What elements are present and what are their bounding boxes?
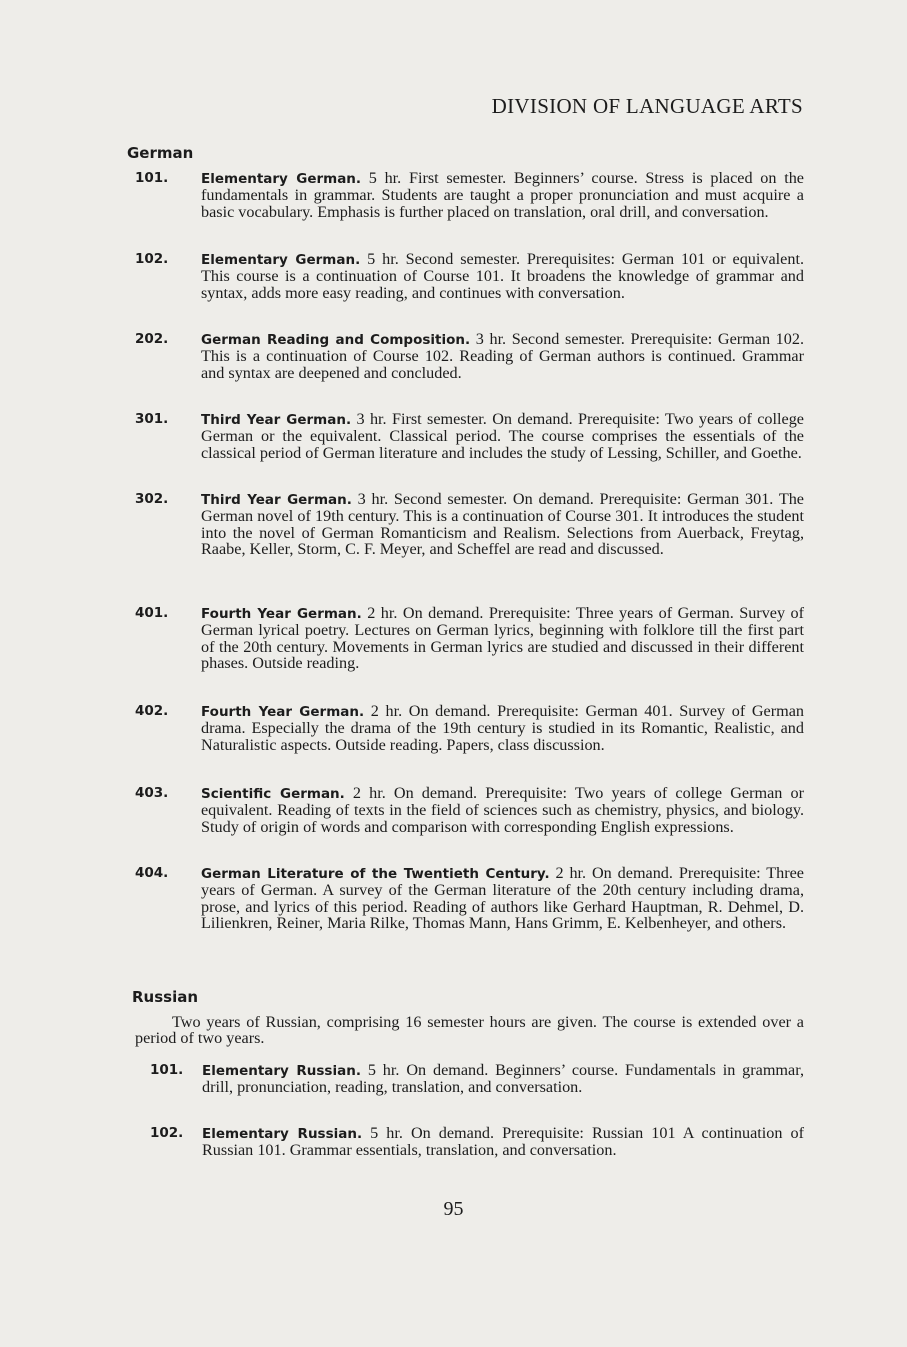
course-description: 3 hr. First semester. On demand. Prerequisite: Two years of college German or the equivalent. Classical period. The course comprises the essentials of the classical period of German literature and includes the study of Lessing, Schiller, and Goethe. xyxy=(201,410,804,462)
course-number: 101. xyxy=(150,1062,184,1078)
course-german-302 xyxy=(135,491,804,558)
course-russian-102 xyxy=(150,1125,804,1159)
course-number: 101. xyxy=(135,170,169,186)
course-number: 202. xyxy=(135,331,169,347)
course-description: 5 hr. Second semester. Prerequisites: German 101 or equivalent. This course is a continuation of Course 101. It broadens the knowledge of grammar and syntax, adds more easy reading, and continues with conversation. xyxy=(201,250,805,302)
course-title: Elementary Russian. xyxy=(202,1063,361,1079)
course-description: 2 hr. On demand. Prerequisite: German 401. Survey of German drama. Especially the drama of the 19th century is studied in its Romantic, Realistic, and Naturalistic aspects. Outside reading. Papers, class discussion. xyxy=(201,702,805,754)
course-number: 401. xyxy=(135,605,169,621)
course-title: Fourth Year German. xyxy=(201,704,365,720)
course-title: Scientific German. xyxy=(201,786,345,802)
russian-intro-paragraph: Two years of Russian, comprising 16 semester hours are given. The course is extended over a period of two years. xyxy=(135,1013,804,1048)
course-title: Elementary German. xyxy=(201,171,362,187)
course-number: 302. xyxy=(135,491,169,507)
course-german-401 xyxy=(135,605,804,672)
course-number: 403. xyxy=(135,785,169,801)
course-description: 2 hr. On demand. Prerequisite: Three years of German. A survey of the German literature of the 20th century including drama, prose, and lyrics of this period. Reading of authors like Gerhard Hauptman, R. Dehmel, D. Lilienkren, Reiner, Maria Rilke, Thomas Mann, Hans Grimm, E. Kelbenheyer, and others. xyxy=(201,864,804,933)
course-german-202 xyxy=(135,331,804,381)
page-number: 95 xyxy=(443,1198,464,1220)
course-german-403 xyxy=(135,785,804,835)
course-description: 3 hr. Second semester. Prerequisite: German 102. This is a continuation of Course 102. Reading of German authors is continued. Grammar and syntax are deepened and concluded. xyxy=(201,330,804,382)
course-german-102 xyxy=(135,251,804,301)
course-title: Fourth Year German. xyxy=(201,606,362,622)
course-title: German Reading and Composition. xyxy=(201,332,471,348)
course-title: German Literature of the Twentieth Century. xyxy=(201,866,550,882)
course-number: 402. xyxy=(135,703,169,719)
course-description: 5 hr. On demand. Beginners’ course. Fundamentals in grammar, drill, pronunciation, reading, translation, and conversation. xyxy=(202,1061,804,1097)
course-title: Third Year German. xyxy=(201,412,352,428)
course-title: Third Year German. xyxy=(201,492,352,508)
course-german-402 xyxy=(135,703,804,753)
course-number: 301. xyxy=(135,411,169,427)
course-description: 2 hr. On demand. Prerequisite: Three years of German. Survey of German lyrical poetry. Lectures on German lyrics, beginning with folklore till the first part of the 20th century. Movements in German lyrics are studied and discussed in their different phases. Outside reading. xyxy=(201,604,805,673)
course-description: 5 hr. First semester. Beginners’ course. Stress is placed on the fundamentals in grammar. Students are taught a proper pronunciation and must acquire a basic vocabulary. Emphasis is further placed on translation, oral drill, and conversation. xyxy=(201,169,804,221)
course-title: Elementary Russian. xyxy=(202,1126,363,1142)
course-number: 404. xyxy=(135,865,169,881)
course-number: 102. xyxy=(135,251,169,267)
course-german-101 xyxy=(135,170,804,220)
course-russian-101 xyxy=(150,1062,804,1096)
section-heading-russian: Russian xyxy=(132,988,199,1006)
course-german-404 xyxy=(135,865,804,932)
course-description: 2 hr. On demand. Prerequisite: Two years of college German or equivalent. Reading of texts in the field of sciences such as chemistry, physics, and biology. Study of origin of words and comparison with corresponding English expressions. xyxy=(201,784,804,836)
section-heading-german: German xyxy=(127,144,194,162)
course-description: 3 hr. Second semester. On demand. Prerequisite: German 301. The German novel of 19th century. This is a continuation of Course 301. It introduces the student into the novel of German Romanticism and Realism. Selections from Auerback, Freytag, Raabe, Keller, Storm, C. F. Meyer, and Scheffel are read and discussed. xyxy=(201,490,804,559)
course-number: 102. xyxy=(150,1125,184,1141)
course-description: 5 hr. On demand. Prerequisite: Russian 101 A continuation of Russian 101. Grammar essentials, translation, and conversation. xyxy=(202,1124,804,1160)
course-title: Elementary German. xyxy=(201,252,361,268)
course-german-301 xyxy=(135,411,804,461)
running-head: DIVISION OF LANGUAGE ARTS xyxy=(491,94,803,118)
